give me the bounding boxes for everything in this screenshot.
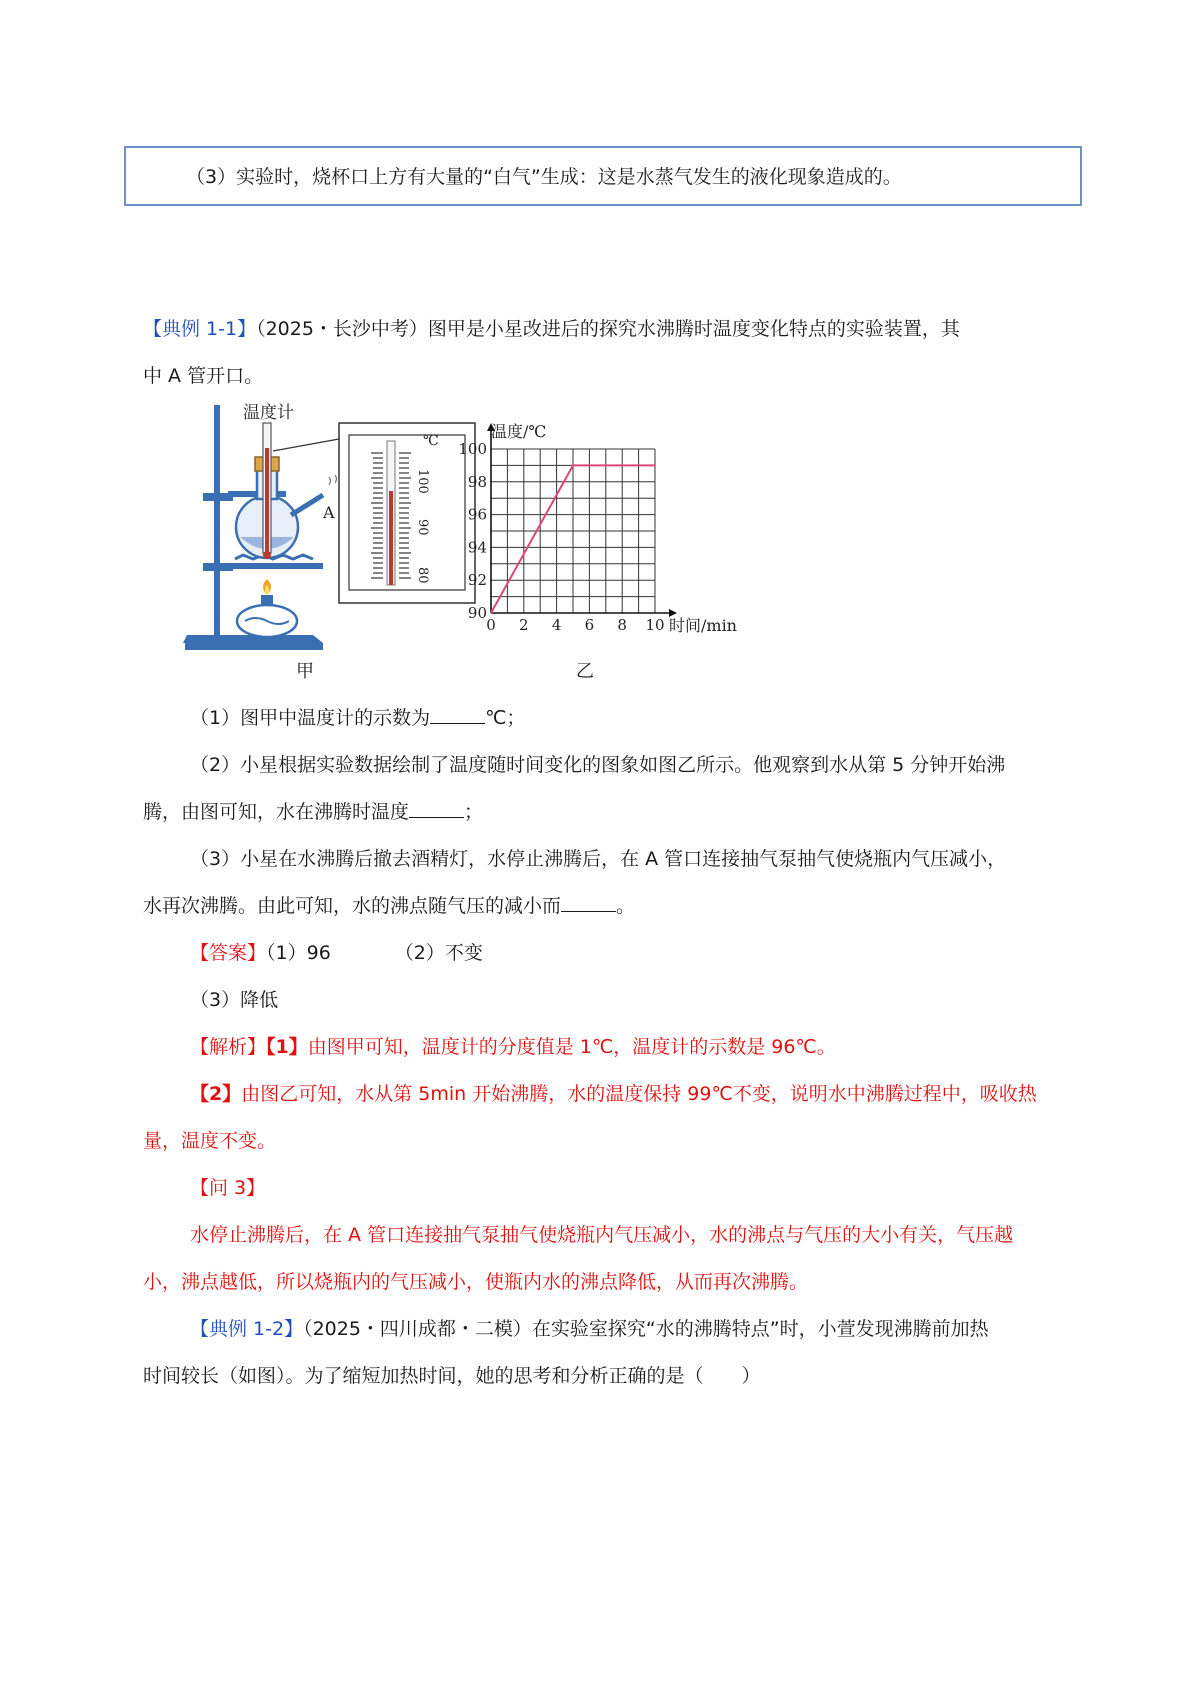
example1-intro-line1: （2025・长沙中考）图甲是小星改进后的探究水沸腾时温度变化特点的实验装置，其 bbox=[256, 318, 960, 340]
answer-line bbox=[190, 930, 1140, 977]
answer-1: （1）96 bbox=[266, 942, 331, 964]
question-3-line1: （3）小星在水沸腾后撤去酒精灯，水停止沸腾后，在 A 管口连接抽气泵抽气使烧瓶内气压减小， bbox=[190, 848, 1007, 870]
question-3-end: 。 bbox=[616, 895, 636, 917]
example1-tag: 【典例 1-1】 bbox=[143, 318, 257, 340]
example2-intro-line1: （2025・四川成都・二模）在实验室探究“水的沸腾特点”时，小萱发现沸腾前加热 bbox=[303, 1318, 989, 1340]
x-axis-label: 时间/min bbox=[669, 616, 737, 635]
unit-label: ℃ bbox=[423, 433, 439, 449]
x-tick-label: 6 bbox=[584, 616, 595, 634]
example2-intro bbox=[190, 1306, 1100, 1353]
answer-blank-3[interactable] bbox=[561, 893, 616, 912]
question-2-text: 腾，由图可知，水在沸腾时温度 bbox=[143, 801, 410, 823]
answer-blank-2[interactable] bbox=[409, 799, 464, 818]
analysis-p2-line2: 量，温度不变。 bbox=[143, 1130, 277, 1152]
question-3-line2 bbox=[143, 883, 1093, 930]
y-tick-label: 96 bbox=[467, 505, 487, 524]
x-tick-label: 2 bbox=[519, 616, 529, 634]
question-1-text: （1）图甲中温度计的示数为 bbox=[190, 707, 431, 729]
stand-pole bbox=[214, 405, 220, 637]
question-2-line1: （2）小星根据实验数据绘制了温度随时间变化的图象如图乙所示。他观察到水从第 5 分钟开始沸 bbox=[190, 754, 1006, 776]
answer-2: （2）不变 bbox=[394, 942, 483, 964]
question-1 bbox=[190, 695, 1090, 742]
example2-intro-line2: 时间较长（如图）。为了缩短加热时间，她的思考和分析正确的是（ ） bbox=[143, 1365, 761, 1387]
x-tick-label: 10 bbox=[645, 616, 665, 634]
x-tick-label: 0 bbox=[486, 616, 496, 634]
y-tick-label: 98 bbox=[467, 472, 487, 491]
y-tick-label: 94 bbox=[467, 538, 487, 557]
y-tick-label: 92 bbox=[467, 571, 487, 590]
y-tick-label: 90 bbox=[467, 604, 487, 622]
analysis-p2-line1 bbox=[190, 1071, 1100, 1118]
thermometer-label: 温度计 bbox=[243, 403, 294, 423]
example2-tag: 【典例 1-2】 bbox=[190, 1318, 304, 1340]
analysis-p1-text: 由图甲可知，温度计的分度值是 1℃，温度计的示数是 96℃。 bbox=[307, 1036, 836, 1058]
question-2-end: ； bbox=[464, 801, 484, 823]
analysis-p2-text: 由图乙可知，水从第 5min 开始沸腾，水的温度保持 99℃不变，说明水中沸腾过程中，吸收热 bbox=[241, 1083, 1037, 1105]
analysis-p3-line1: 水停止沸腾后，在 A 管口连接抽气泵抽气使烧瓶内气压减小，水的沸点与气压的大小有关，气压越 bbox=[190, 1224, 1014, 1246]
analysis-p1-tag: 【1】 bbox=[266, 1036, 308, 1058]
answer-3: （3）降低 bbox=[190, 989, 279, 1011]
scale-label-100: 100 bbox=[415, 469, 430, 494]
x-tick-label: 4 bbox=[551, 616, 562, 634]
pipe-label: A bbox=[323, 503, 335, 522]
x-tick-label: 8 bbox=[617, 616, 627, 634]
question-3-text: 水再次沸腾。由此可知，水的沸点随气压的减小而 bbox=[143, 895, 562, 917]
example1-intro bbox=[143, 306, 1093, 353]
caption-yi: 乙 bbox=[576, 661, 594, 682]
analysis-p2-tag: 【2】 bbox=[190, 1083, 242, 1105]
analysis-p3-line2: 小，沸点越低，所以烧瓶内的气压减小，使瓶内水的沸点降低，从而再次沸腾。 bbox=[143, 1271, 809, 1293]
answer-tag: 【答案】 bbox=[190, 942, 267, 964]
note-box bbox=[124, 146, 1082, 206]
analysis-p3-tag: 【问 3】 bbox=[190, 1177, 266, 1199]
temperature-chart bbox=[455, 413, 755, 658]
y-axis-label: 温度/℃ bbox=[491, 422, 547, 441]
side-pipe bbox=[291, 495, 323, 515]
question-2-line2 bbox=[143, 789, 1093, 836]
answer-blank-1[interactable] bbox=[430, 705, 485, 724]
note-text: （3）实验时，烧杯口上方有大量的“白气”生成：这是水蒸气发生的液化现象造成的。 bbox=[186, 166, 902, 188]
scale-label-90: 90 bbox=[415, 519, 430, 536]
apparatus-figure bbox=[183, 403, 483, 693]
analysis-tag: 【解析】 bbox=[190, 1036, 267, 1058]
y-tick-label: 100 bbox=[458, 440, 487, 458]
scale-label-80: 80 bbox=[415, 567, 430, 584]
example1-intro-line2: 中 A 管开口。 bbox=[143, 365, 264, 387]
analysis-p1 bbox=[190, 1024, 1140, 1071]
question-1-unit: ℃； bbox=[485, 707, 526, 729]
caption-jia: 甲 bbox=[296, 661, 314, 682]
